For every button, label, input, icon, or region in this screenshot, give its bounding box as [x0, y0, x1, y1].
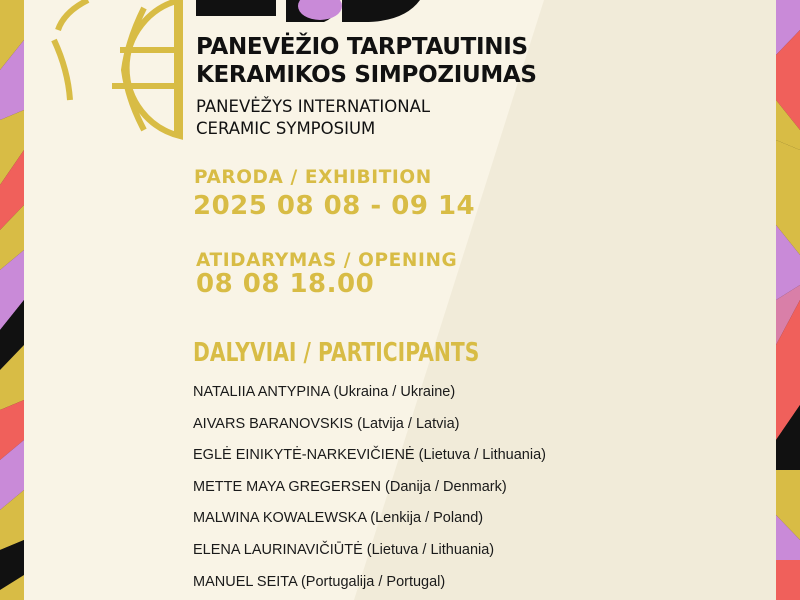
participant-item: NATALIIA ANTYPINA (Ukraina / Ukraine) [193, 384, 456, 400]
emblem-mark [54, 0, 180, 136]
title-lithuanian-line-1: PANEVĖŽIO TARPTAUTINIS [196, 34, 528, 60]
participant-item: EGLĖ EINIKYTĖ-NARKEVIČIENĖ (Lietuva / Lithuania) [193, 447, 546, 464]
participant-item: ELENA LAURINAVIČIŪTĖ (Lietuva / Lithuania) [193, 541, 495, 558]
title-lithuanian-line-2: KERAMIKOS SIMPOZIUMAS [196, 62, 537, 88]
opening-label: ATIDARYMAS / OPENING [196, 250, 458, 271]
participant-item: MANUEL SEITA (Portugalija / Portugal) [193, 573, 446, 590]
geometric-pattern-right [776, 0, 800, 600]
participants-title: DALYVIAI / PARTICIPANTS [193, 338, 480, 368]
participant-item: MALWINA KOWALEWSKA (Lenkija / Poland) [193, 510, 484, 527]
anniversary-numerals [196, 0, 420, 22]
poster [24, 0, 776, 600]
left-decorative-border [0, 0, 24, 600]
opening-time: 08 08 18.00 [196, 269, 375, 299]
right-decorative-border [776, 0, 800, 600]
exhibition-dates: 2025 08 08 - 09 14 [193, 191, 476, 221]
participant-item: AIVARS BARANOVSKIS (Latvija / Latvia) [193, 415, 460, 432]
title-english-line-1: PANEVĖŽYS INTERNATIONAL [196, 97, 431, 116]
geometric-pattern-left [0, 0, 24, 600]
participants-list [193, 381, 546, 600]
title-english-line-2: CERAMIC SYMPOSIUM [196, 119, 376, 138]
exhibition-label: PARODA / EXHIBITION [194, 167, 432, 188]
participant-item: METTE MAYA GREGERSEN (Danija / Denmark) [193, 478, 507, 495]
